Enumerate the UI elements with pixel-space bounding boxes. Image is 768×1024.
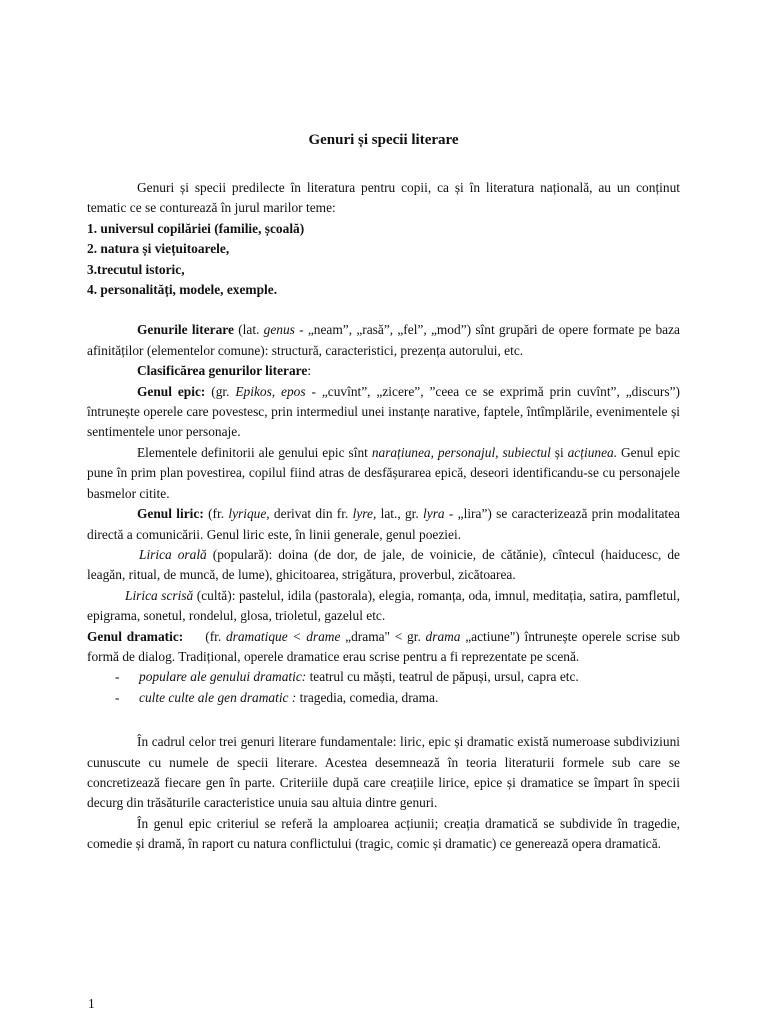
text-run: : — [307, 363, 312, 379]
intro-paragraph: Genuri și specii predilecte în literatura pentru copii, ca și în literatura națională, au un conținut tematic ce se conturează în jurul marilor teme: — [87, 180, 680, 216]
clasificare-heading — [87, 361, 680, 381]
text-run: „drama" < gr. — [340, 628, 426, 644]
lirica-orala-paragraph — [87, 545, 680, 586]
list-item — [115, 667, 680, 687]
genuri-literare-term: Genurile literare — [137, 322, 234, 338]
text-run: (cultă): pastelul, idila (pastorala), elegia, romanța, oda, imnul, meditația, satira, pamfletul, epigrama, sonetul, rondelul, glosa, trioletul, gazelul etc. — [87, 587, 680, 624]
text-run: (gr. — [205, 383, 236, 399]
spacer — [87, 300, 680, 320]
theme-item-3: 3.trecutul istoric, — [87, 261, 185, 277]
theme-item-2: 2. natura și viețuitoarele, — [87, 241, 230, 257]
italic-run: culte culte ale gen dramatic : — [139, 689, 297, 705]
text-run: (populară): doina (de dor, de jale, de voinicie, de cătănie), cîntecul (haiducesc, de leagăn, ritual, de muncă, de lume), ghicitoarea, strigătura, proverbul, zicătoarea. — [87, 546, 680, 583]
lirica-scrisa-paragraph — [87, 586, 680, 627]
italic-run: lyrique — [228, 506, 267, 522]
genul-epic-term: Genul epic: — [137, 383, 206, 399]
text-run: , derivat din fr. — [266, 506, 353, 522]
italic-run: Epikos, epos — [235, 383, 306, 399]
text-run: (lat. — [233, 322, 264, 338]
themes-list — [87, 219, 680, 301]
text-run: „actiune") întrunește operele scrise sub formă de dialog. Tradițional, operele dramatice erau scrise pentru a fi reprezentate pe scenă. — [87, 628, 680, 664]
text-run: tragedia, comedia, drama. — [296, 689, 439, 705]
italic-run: Lirica orală — [139, 546, 207, 562]
genul-liric-paragraph — [87, 504, 680, 545]
text-run: - „cuvînt”, „zicere”, ”ceea ce se exprimă prin cuvînt”, „discurs”) întrunește operele care povestesc, prin intermediul unei instanțe narative, faptele, întîmplările, evenimentele și sentimentele unor personaje. — [87, 383, 681, 440]
text-run: Elementele definitorii ale genului epic sînt — [137, 444, 372, 460]
text-run: teatrul cu măști, teatrul de păpuși, ursul, capra etc. — [306, 669, 579, 685]
italic-run: populare ale genului dramatic: — [139, 669, 307, 685]
italic-run: narațiunea, personajul, subiectul — [371, 444, 551, 460]
text-run: Genul epic pune în prim plan povestirea, copilul fiind atras de desfășurarea epică, deseori identificandu-se cu personajele basmelor citite. — [87, 444, 680, 501]
italic-run: genus — [263, 322, 295, 338]
clasificare-term: Clasificărea genurilor literare — [137, 363, 308, 379]
italic-run: Lirica scrisă — [125, 587, 194, 603]
genul-epic-paragraph — [87, 382, 680, 443]
page-number: 1 — [88, 996, 95, 1011]
document-title: Genuri și specii literare — [308, 132, 459, 148]
italic-run: lyre — [352, 506, 373, 522]
italic-run: acțiunea. — [567, 444, 618, 460]
genul-dramatic-paragraph — [87, 627, 680, 668]
italic-run: lyra — [423, 506, 445, 522]
text-run: și — [550, 444, 568, 460]
list-item — [115, 688, 680, 708]
genul-dramatic-term: Genul dramatic: — [87, 628, 184, 644]
text-run: - „lira”) se caracterizează prin modalitatea directă a comunicării. Genul liric este, în linii generale, genul poeziei. — [87, 506, 681, 542]
specii-paragraph: În cadrul celor trei genuri literare fundamentale: liric, epic și dramatic există numeroase subdiviziuni cunuscute cu numele de specii literare. Acestea desemnează în teoria literaturii formele sub care se concretizează fiecare gen în parte. Criteriile după care creațiile lirice, epice și dramatice se împart în specii decurg din trăsăturile caracteristice unuia sau altuia dintre genuri. — [87, 734, 680, 811]
theme-item-1: 1. universul copilăriei (familie, școală) — [87, 220, 305, 236]
text-run: , lat., gr. — [372, 506, 424, 522]
italic-run: dramatique < drame — [225, 628, 341, 644]
italic-run: drama — [425, 628, 461, 644]
text-run: - „neam”, „rasă”, „fel”, „mod”) sînt grupări de opere formate pe baza afinităților (elementelor comune): structură, caracteristici, prezența autorului, etc. — [87, 322, 680, 358]
epic-criteriu-paragraph: În genul epic criteriul se referă la amploarea acțiunii; creația dramatică se subdivide în tragedie, comedie și dramă, în raport cu natura conflictului (tragic, comic și dramatic) ce generează opera dramatică. — [87, 815, 680, 852]
genuri-literare-paragraph — [87, 320, 680, 361]
dramatic-list — [87, 667, 680, 708]
text-run: (fr. — [203, 506, 229, 522]
theme-item-4: 4. personalități, modele, exemple. — [87, 282, 278, 298]
elemente-paragraph — [87, 443, 680, 504]
text-run: (fr. — [205, 628, 226, 644]
genul-liric-term: Genul liric: — [137, 506, 204, 522]
spacer — [87, 708, 680, 732]
